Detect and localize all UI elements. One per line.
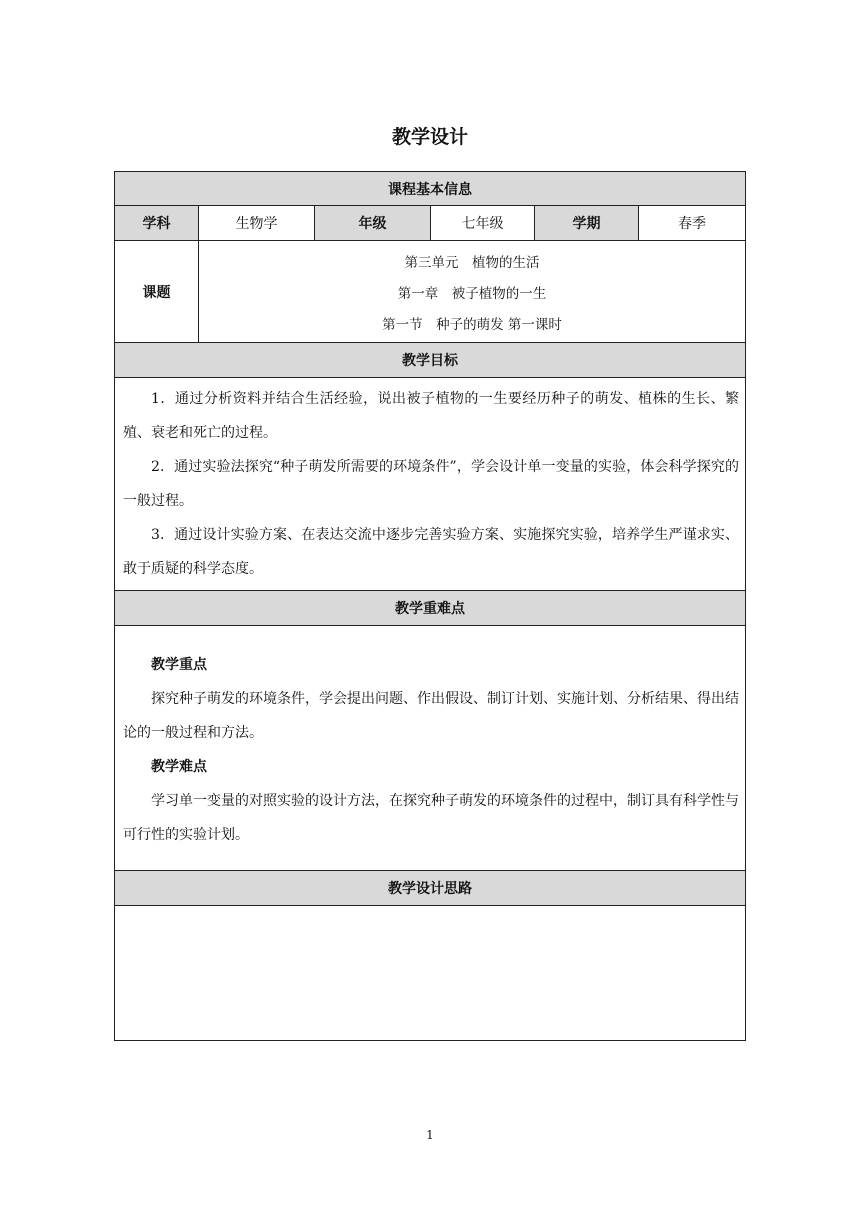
key-points-body: [114, 626, 746, 871]
focus-title: 教学重点: [151, 657, 207, 673]
focus-text: 探究种子萌发的环境条件，学会提出问题、作出假设、制订计划、实施计划、分析结果、得出结论的一般过程和方法。: [123, 691, 739, 741]
document-title: 教学设计: [391, 126, 468, 148]
goal-item: 2．通过实验法探究“种子萌发所需要的环境条件”，学会设计单一变量的实验，体会科学探究的一般过程。: [123, 459, 739, 509]
grade-value: 七年级: [431, 206, 535, 240]
topic-row: [114, 241, 746, 343]
lesson-design-table: [114, 171, 746, 1041]
difficulty-text: 学习单一变量的对照实验的设计方法，在探究种子萌发的环境条件的过程中，制订具有科学性与可行性的实验计划。: [123, 793, 739, 843]
goals-header: 教学目标: [114, 343, 746, 378]
grade-label: 年级: [315, 206, 431, 240]
topic-lines: [199, 241, 745, 342]
subject-value: 生物学: [199, 206, 315, 240]
subject-label: 学科: [115, 206, 199, 240]
page-number: 1: [426, 1128, 434, 1142]
design-thinking-header: 教学设计思路: [114, 871, 746, 906]
topic-unit: 第三单元 植物的生活: [404, 254, 540, 271]
difficulty-title: 教学难点: [151, 759, 207, 775]
topic-section: 第一节 种子的萌发 第一课时: [382, 316, 562, 333]
goal-item: 3．通过设计实验方案、在表达交流中逐步完善实验方案、实施探究实验，培养学生严谨求实、敢于质疑的科学态度。: [123, 527, 739, 577]
term-label: 学期: [535, 206, 639, 240]
term-value: 春季: [678, 216, 706, 232]
goal-item: 1．通过分析资料并结合生活经验，说出被子植物的一生要经历种子的萌发、植株的生长、繁殖、衰老和死亡的过程。: [123, 391, 739, 441]
basic-info-row: [114, 206, 746, 241]
design-thinking-body: [114, 906, 746, 1041]
goals-body: [114, 378, 746, 591]
key-points-header: 教学重难点: [114, 591, 746, 626]
topic-label: 课题: [115, 241, 199, 342]
basic-info-header: 课程基本信息: [114, 171, 746, 206]
topic-chapter: 第一章 被子植物的一生: [397, 285, 547, 302]
